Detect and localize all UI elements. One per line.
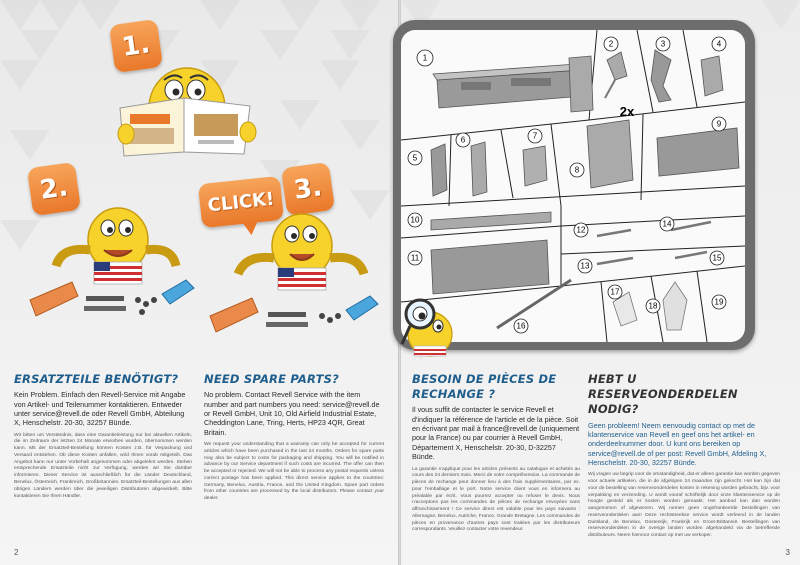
part-number-6: 6 (460, 135, 466, 145)
page-number-left: 2 (14, 548, 19, 557)
english-body: No problem. Contact Revell Service with the item number and part numbers you need: service@revell.de or Revell GmbH, Unit 10, Old Airfield Industrial Estate, Cheddington Lane, Tring, Herts, HP23 4QR, Great Britain. (204, 390, 380, 437)
mascot-with-assembled-parts-illustration (206, 212, 386, 342)
part-number-2: 2 (608, 39, 614, 49)
part-number-8: 8 (574, 165, 580, 175)
part-10 (408, 212, 551, 230)
part-number-3: 3 (660, 39, 666, 49)
part-2 (604, 37, 627, 98)
mascot-magnifier-illustration (396, 294, 460, 360)
part-9 (657, 117, 739, 176)
step-2-label: 2. (38, 172, 70, 206)
part-number-15: 15 (712, 253, 722, 263)
part-2-quantity: 2x (619, 104, 635, 119)
part-4 (701, 37, 726, 96)
part-16 (497, 280, 571, 333)
page-number-right: 3 (785, 548, 790, 557)
left-page (0, 0, 398, 565)
part-8 (570, 120, 633, 188)
part-number-16: 16 (516, 321, 526, 331)
part-number-9: 9 (716, 119, 722, 129)
english-heading: NEED SPARE PARTS? (204, 372, 339, 386)
german-body: Kein Problem. Einfach den Revell-Service mit Angabe von Artikel- und Teilenummer kontaktieren. Entweder unter service@revell.de oder Revell GmbH, Abteilung X, Henschelstr. 20-30, 32257 Bünde. (14, 390, 186, 428)
part-number-13: 13 (580, 261, 590, 271)
part-number-10: 10 (410, 215, 420, 225)
french-fine-print: La garantie s'applique pour les articles présents au catalogue et achetés au cours des 24 derniers mois. Merci de votre compréhension. La commande de pièces de rechange peut donner lieu à des frais supplémentaires, par ex. pour l'emballage et le port. Notre service client vous en informera au préalable par écrit. Vous pourrez accepter ou refuser le devis. Nous n'acceptons pas les commandes de pièces de rechange envoyées sans affranchissement ! Ce service direct est valable pour les pays suivants : Allemagne, Benelux, Autriche, France, Grande Bretagne. Les commandes de pièces en provenance d'autres pays sont traitées par les distributeurs correspondants. Veuillez contacter votre revendeur. (412, 466, 580, 533)
part-5 (408, 144, 447, 196)
english-section (204, 372, 384, 503)
mascot-reading-catalog-illustration (112, 62, 262, 158)
part-1 (417, 50, 593, 112)
step-1-label: 1. (120, 29, 152, 63)
german-heading: ERSATZTEILE BENÖTIGT? (14, 372, 179, 386)
part-number-18: 18 (648, 301, 658, 311)
dutch-fine-print: Wij vragen uw begrip voor de omstandigheid, dat er alleen garantie kan worden gegeven voor actuele artikelen, die in de afgelopen 24 maanden zijn gekocht. Het kan zijn dat voor de bestelling van reserveonderdelen kosten in rekening worden gebracht, bijv. voor verpakking en verzending. U wordt vooraf schriftelijk door onze klantenservice op de hoogte gesteld als er kosten worden gemaakt. Het aanbod kan dan worden aangenomen of afgewezen. Wij nemen geen ongefrankeerde bestellingen van reserveonderdelen aan! Deze rechtstreekse service wordt verleend in de landen Duitsland, de Benelux, Oostenrijk, Frankrijk en Groot-Brittannië. Bestellingen van reserveonderdelen in de overige landen worden afgehandeld via de betreffende distributeurs. Neem hiervoor contact op met uw verkoper. (588, 472, 780, 539)
dutch-heading: HEBT U RESERVEONDERDELEN NODIG? (588, 372, 738, 417)
french-heading: BESOIN DE PIÈCES DE RECHANGE ? (412, 372, 557, 402)
click-label: CLICK! (206, 188, 276, 216)
part-number-7: 7 (532, 131, 538, 141)
part-number-19: 19 (714, 297, 724, 307)
part-number-1: 1 (422, 53, 428, 63)
step-3-label: 3. (292, 172, 324, 206)
german-fine-print: Wir bitten um Verständnis, dass eine Garantieleistung nur bei aktuellen Artikeln, die im Zeitraum der letzten 24 Monate erworben wurden, übernommen werden kann. Mit der Ersatzteil-Bestellung können Kosten z.B. für Verpackung und Versand entstehen. Ob diese Kosten anfallen, wird Ihnen vorab mitgeteilt. Das Angebot kann nur unter Vorbehalt angenommen oder abgelehnt werden. Stehen entsprechende Ersatzteile nicht zur Verfügung, werden wir Sie darüber informieren. Dieser Service ist ausschließlich für die Länder Deutschland, Benelux, Österreich, Frankreich, Großbritannien. Ersatzteil-Bestellungen aus allen übrigen Ländern werden über die jeweiligen Distributoren abgewickelt. Bitte kontaktieren Sie Ihren Händler. (14, 432, 192, 499)
step-3-badge (281, 162, 335, 216)
dutch-section (588, 372, 780, 540)
part-number-17: 17 (610, 287, 620, 297)
french-section (412, 372, 580, 534)
german-section (14, 372, 192, 500)
part-11 (408, 240, 549, 294)
mascot-with-parts-illustration (26, 200, 196, 330)
part-number-12: 12 (576, 225, 586, 235)
part-number-14: 14 (662, 219, 672, 229)
part-number-5: 5 (412, 153, 418, 163)
dutch-body: Geen probleem! Neem eenvoudig contact op met de klantenservice van Revell en geef ons het artikel- en onderdeelnummer door. U kunt ons bereiken op service@revell.de of per post: Revell GmbH, Afdeling X, Henschelstr. 20-30, 32257 Bünde. (588, 420, 767, 467)
part-number-4: 4 (716, 39, 722, 49)
french-body: Il vous suffit de contacter le service Revell et d'indiquer la référence de l'article et de la pièce. Soit en écrivant par mail à france@revell.de (uniquement pour la France) ou par courrier à Revell GmbH, Département X, Henschelstr. 20-30, D-32257 Bünde. (412, 405, 580, 462)
english-fine-print: We request your understanding that a warranty can only be accepted for current articles which have been purchased in the last 24 months. Orders for spare parts may also be subject to costs for packaging and shipping. You will be notified in advance by our Service department if such costs are incurred. The offer can then be accepted or rejected. We will not be able to process any postal requests unless correct postage has been applied. This direct service applies to the countries: Germany, Benelux, Austria, France, and the United Kingdom. Spare part orders from other countries are processed by the local distributors. Please contact your dealer. (204, 441, 384, 502)
part-number-11: 11 (410, 253, 420, 263)
